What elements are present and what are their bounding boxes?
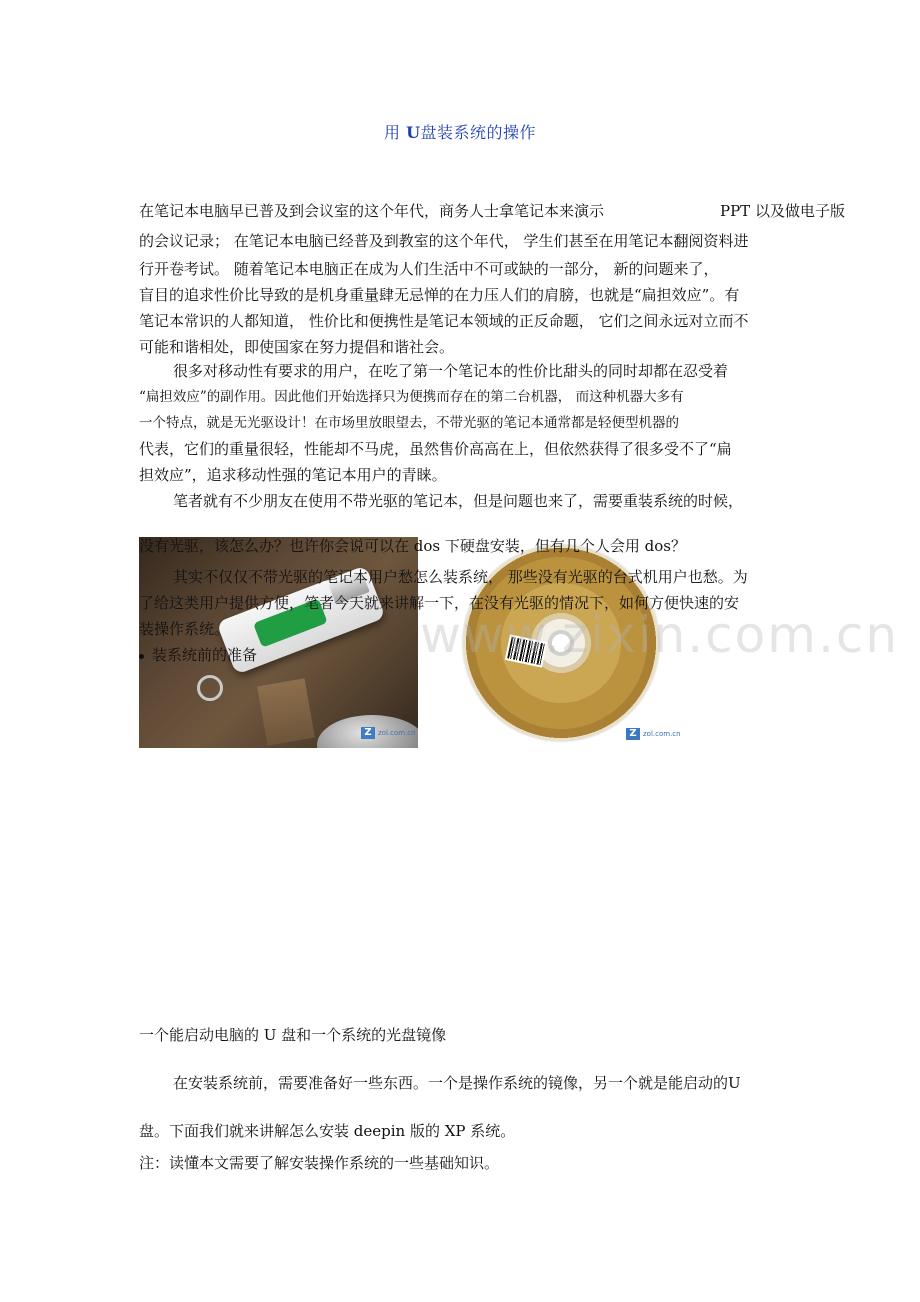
- paragraph-line: 了给这类用户提供方便，笔者今天就来讲解一下，在没有光驱的情况下，如何方便快速的安: [139, 594, 740, 612]
- watermark-text: www.zixin.com.cn: [420, 606, 900, 664]
- bullet-text: 装系统前的准备: [152, 646, 258, 664]
- zol-logo-icon: Z zol.com.cn: [626, 728, 681, 740]
- note-text: 注：读懂本文需要了解安装操作系统的一些基础知识。: [139, 1154, 500, 1172]
- paragraph-line: 一个特点，就是无光驱设计！在市场里放眼望去，不带光驱的笔记本通常都是轻便型机器的: [139, 415, 679, 431]
- paragraph-line: 的会议记录； 在笔记本电脑已经普及到教室的这个年代， 学生们甚至在用笔记本翻阅资料进: [139, 232, 749, 250]
- paragraph-line: 行开卷考试。 随着笔记本电脑正在成为人们生活中不可或缺的一部分， 新的问题来了，: [139, 260, 719, 278]
- title-prefix: 用: [383, 123, 407, 142]
- bullet-icon: [139, 654, 144, 659]
- image-caption: 一个能启动电脑的 U 盘和一个系统的光盘镜像: [139, 1026, 447, 1044]
- paragraph-line: 没有光驱，该怎么办？也许你会说可以在 dos 下硬盘安装，但有几个人会用 dos？: [139, 537, 686, 555]
- paragraph-line: 盲目的追求性价比导致的是机身重量肆无忌惮的在力压人们的肩膀，也就是“扁担效应”。有: [139, 286, 740, 304]
- paragraph-line: 代表，它们的重量很轻，性能却不马虎，虽然售价高高在上，但依然获得了很多受不了“扁: [139, 440, 732, 458]
- paragraph-line: 其实不仅仅不带光驱的笔记本用户愁怎么装系统， 那些没有光驱的台式机用户也愁。为: [173, 568, 748, 586]
- title-bold: U: [406, 123, 421, 142]
- paragraph-line: 在安装系统前，需要准备好一些东西。一个是操作系统的镜像，另一个就是能启动的U: [173, 1074, 741, 1092]
- paragraph-line: “扁担效应”的副作用。因此他们开始选择只为便携而存在的第二台机器， 而这种机器大多有: [139, 389, 684, 405]
- paragraph-line: 可能和谐相处，即使国家在努力提倡和谐社会。: [139, 338, 455, 356]
- paragraph-line: 盘。下面我们就来讲解怎么安装 deepin 版的 XP 系统。: [139, 1122, 516, 1140]
- paragraph-line: PPT 以及做电子版: [720, 202, 845, 220]
- bullet-item: [139, 646, 257, 664]
- paragraph-line: 很多对移动性有要求的用户，在吃了第一个笔记本的性价比甜头的同时却都在忍受着: [173, 362, 729, 380]
- usb-ring: [197, 675, 223, 701]
- paragraph-line: 装操作系统。: [139, 620, 230, 638]
- title-rest: 盘装系统的操作: [420, 123, 537, 142]
- paragraph-line: 笔者就有不少朋友在使用不带光驱的笔记本，但是问题也来了，需要重装系统的时候，: [173, 492, 744, 510]
- usb-cap: [257, 678, 315, 745]
- zol-logo-icon: Z zol.com.cn: [361, 727, 416, 739]
- paragraph-line: 担效应”，追求移动性强的笔记本用户的青睐。: [139, 466, 447, 484]
- page-title: [0, 120, 920, 143]
- paragraph-line: 在笔记本电脑早已普及到会议室的这个年代，商务人士拿笔记本来演示: [139, 202, 605, 220]
- paragraph-line: 笔记本常识的人都知道， 性价比和便携性是笔记本领域的正反命题， 它们之间永远对立而不: [139, 312, 749, 330]
